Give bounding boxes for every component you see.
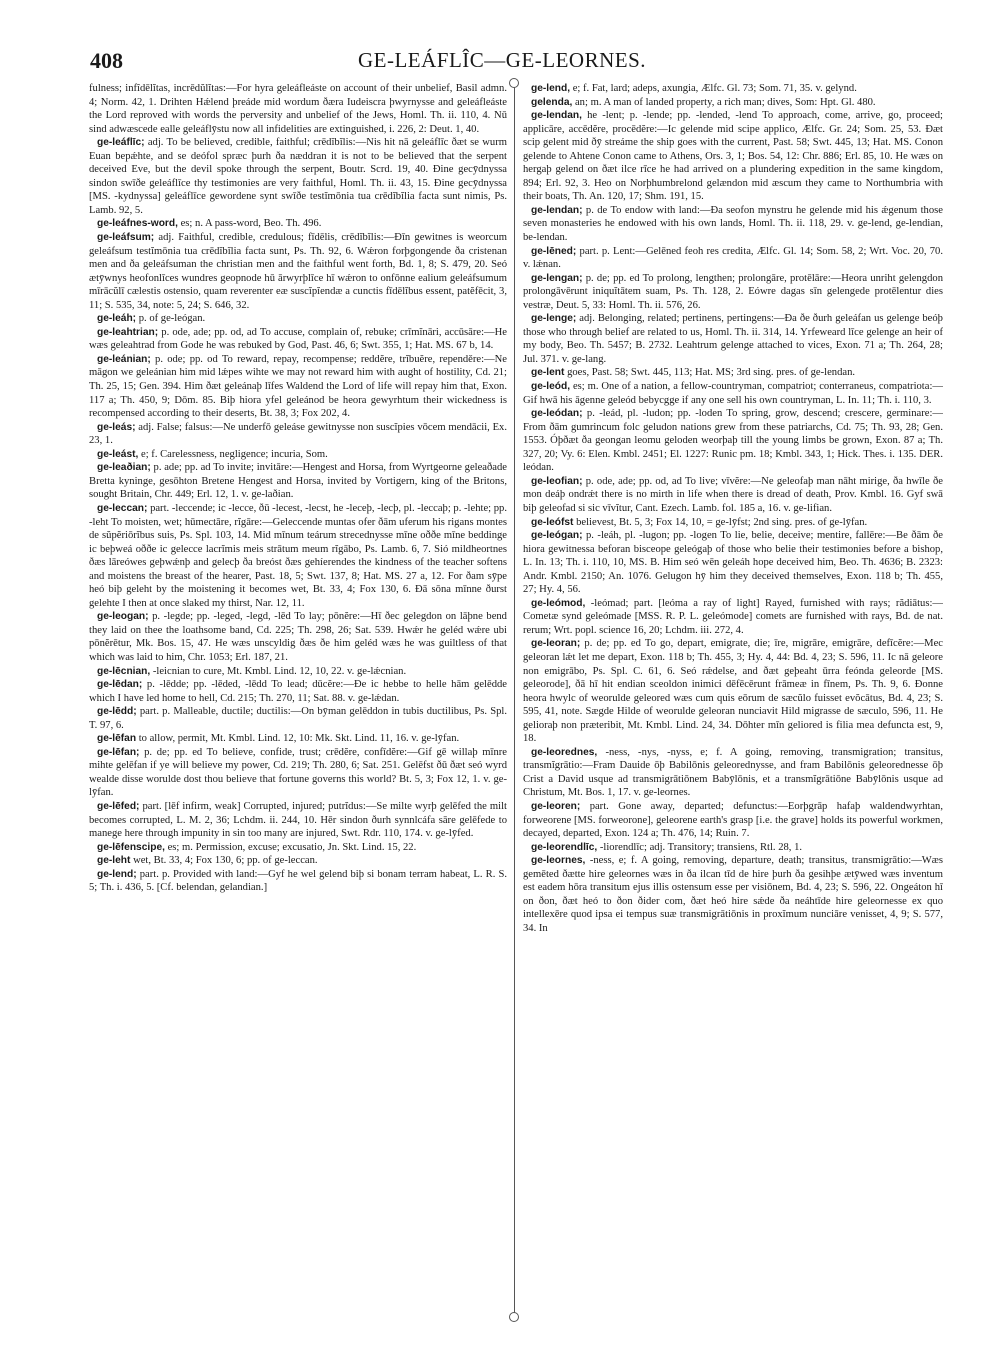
dictionary-entry [523,854,943,935]
entry-headword: ge-leht [97,855,131,867]
entry-text: p. ode; pp. od To reward, repay, recompense; reddĕre, trĭbuĕre, rependěre:—Ne māgon we geleánian him mid lǽpes wihte we may not reward him with aught of hostility, Cd. 21; Th. 25, 15; Gen. 394. Him ðæt geleánaþ līfes Waldend the Lord of life will repay him that, Exon. 117 a; Th. 450, 9; Dōm. 85. Biþ hiora yfel geleánod be heora gewyrhtum their wickedness is recompensed according to their deserts, Bt. 38, 3; Fox 202, 4. [89,353,507,420]
entry-text: -ness, -nys, -nyss, e; f. A going, removing, transmigration; transitus, transmĭgrātio:—Fram Dauide ōþ Babilōnis geleorednysse, and fram Babilōnis geleorednesse ōþ Crist a David usque ad transmigrātiōnem Babȳlōnis, et a transmĭgrātiōne Babȳlōnis usque ad Christum, Mt. Bos. 1, 17. v. ge-leornes. [523,746,943,799]
page-header [90,38,914,78]
entry-headword: ge-leaðian; [97,462,151,474]
dictionary-entry [523,312,943,366]
divider-ornament-top [509,78,519,88]
entry-headword: ge-leofian; [531,475,583,487]
entry-text: part. [lēf infirm, weak] Corrupted, injured; putrĭdus:—Se milte wyrþ gelēfed the milt becomes corrupted, L. M. 2, 36; Lchdm. ii. 244, 10. Hēr sindon ðurh synnlcáfa sāre gelēfede to manege here through impunity in sin too many are injured, Swt. Rdr. 110, 174. v. ge-lȳfed. [89,800,507,840]
dictionary-entry [89,732,507,746]
entry-text: p. de; pp. ed To believe, confide, trust; crēdĕre, confīdĕre:—Gif gē willaþ mīnre mihte gelēfan if ye will believe my power, Cd. 219; Th. 280, 6; Sat. 251. Gelēfst ðū ðæt seó wyrd wealde disse worulde dost thou believe that fortune governs this world? Bt. 5, 3; Fox 12, 1. v. ge-lȳfan. [89,746,507,799]
entry-headword: ge-leorednes, [531,746,598,758]
entry-headword: ge-leódan; [531,408,583,420]
dictionary-entry [89,353,507,421]
dictionary-entry [89,82,507,136]
dictionary-entry [89,502,507,610]
entry-headword: ge-lend; [97,868,137,880]
entry-headword: ge-leornes, [531,855,586,867]
dictionary-entry [523,746,943,800]
dictionary-entry [523,96,943,110]
entry-text: part. Gone away, departed; defunctus:—Eorþgrāp hafaþ waldendwyrhtan, forweorene [MS. forweorone], geleorene earth's grasp [i.e. the grave] holds its powerful workmen, decayed, departed, Exon. 124 a; Th. 476, 14; Ruin. 7. [523,800,943,840]
entry-text: an; m. A man of landed property, a rich man; dives, Som: Hpt. Gl. 480. [574,96,876,108]
right-column [523,82,943,1344]
entry-text: es; m. One of a nation, a fellow-countryman, compatriot; conterraneus, compatriota:—Gif hwā his āgenne geleód bebycgge if any one sell his own countryman, L. In. 11; Th. i. 110, 3. [523,381,943,406]
entry-headword: ge-lent [531,367,565,379]
column-divider [514,84,515,1314]
entry-text: p. of ge-leógan. [138,313,206,325]
dictionary-entry [89,868,507,895]
entry-headword: ge-lēfenscipe, [97,841,165,853]
dictionary-entry [523,82,943,96]
entry-headword: ge-leást, [97,448,139,460]
dictionary-entry [523,366,943,380]
dictionary-entry [89,312,507,326]
entry-text: part. p. Provided with land:—Gyf he wel gelend biþ si bonam terram habeat, L. R. S. 5; Th. i. 436, 5. [Cf. belendan, gelandian.] [89,868,507,894]
dictionary-entry [523,841,943,855]
entry-text: p. -legde; pp. -leged, -legd, -lēd To lay; pōnĕre:—Hī ðec gelegdon on lāþne bend they laid on thee the loathsome band, Cd. 225; Th. 298, 26; Sat. 539. Hwǽr he geléd wǽre ubi pōnĕrētur, Mk. Bos. 15, 47. He wæs unscyldig ðæs ðe him geléd wæs he was guiltless of that which was laid to him, Chr. 1053; Erl. 187, 21. [89,611,507,663]
running-head: GE-LEÁFLÎC—GE-LEORNES. [357,48,647,72]
entry-headword: ge-leahtrian; [97,326,159,338]
dictionary-entry [89,448,507,462]
dictionary-entry [89,326,507,353]
entry-text: goes, Past. 58; Swt. 445, 113; Hat. MS; 3rd sing. pres. of ge-lendan. [567,367,856,379]
entry-headword: ge-leáfsum; [97,232,155,244]
dictionary-entry [523,109,943,204]
entry-headword: ge-lēfed; [97,800,140,812]
dictionary-entry [523,637,943,745]
entry-headword: ge-leáh; [97,313,137,325]
entry-text: p. de To endow with land:—Ða seofon mynstru he gelende mid his ǽgenum those seven monasteries he endowed with his own lands, Homl. Th. ii. 118, 29. v. ge-lend, ge-lendian, be-lendan. [523,204,943,244]
entry-headword: ge-lēned; [531,245,577,257]
dictionary-entry [89,231,507,312]
entry-text: -liorendlīc; adj. Transitory; transiens, Rtl. 28, 1. [599,841,803,853]
entry-headword: ge-lēfan [97,733,137,745]
entry-text: es; n. A pass-word, Beo. Th. 496. [180,218,322,230]
dictionary-entry [89,421,507,448]
dictionary-entry [89,136,507,217]
entry-headword: ge-leoran; [531,638,581,650]
page-number: 408 [90,48,123,73]
entry-headword: ge-leófst [531,516,574,528]
entry-headword: ge-leccan; [97,502,148,514]
dictionary-entry [523,529,943,597]
entry-text: p. -leád, pl. -ludon; pp. -loden To spring, grow, descend; crescere, germinare:—From ðām gumrincum folc geludon nations grew from these patriarchs, Cd. 75; Th. 93, 28; Gen. 1553. Óþðæt ða geongan leomu geloden weorþaþ till the young limbs be grown, Exon. 87 a; Th. 327, 20; Vy. 6: Elen. Kmbl. 2451; El. 1227: Runic pm. 18; Kmbl. 343, 1; Hick. Thes. i. 135. DER. leódan. [523,408,943,474]
dictionary-entry [89,665,507,679]
entry-headword: ge-leáflīc; [97,137,145,149]
entry-text: p. -lēdde; pp. -lēded, -lēdd To lead; dūcĕre:—Ðe ic hebbe to helle hām gelēdde which I have led home to hell, Cd. 215; Th. 270, 11; Sat. 88. v. ge-lǽdan. [89,679,507,704]
dictionary-entry [89,746,507,800]
entry-headword: ge-leorendlīc, [531,841,598,853]
dictionary-entry [523,800,943,841]
entry-headword: ge-lēdan; [97,679,143,691]
entry-text: part. p. Malleable, ductile; ductilis:—On bȳman gelēddon in tubis ductilibus, Ps. Spl. T. 97, 6. [89,706,507,731]
entry-text: -leómad; part. [leóma a ray of light] Rayed, furnished with rays; rădiātus:—Cometæ synd geleómade [MSS. R. P. L. geleómode] comets are furnished with rays, Bd. de nat. rerum; Wrt. popl. science 16, 20; Lchdm. iii. 272, 4. [523,597,943,636]
dictionary-entry [89,217,507,231]
entry-headword: ge-lend, [531,83,571,94]
dictionary-entry [89,610,507,664]
entry-text: p. de; pp. ed To go, depart, emigrate, die; īre, migrāre, emigrāre, defīcĕre:—Mec geleoran lǽt let me depart, Exon. 118 b; Th. 455, 3; Hy. 4, 44: Bd. 4, 23; S. 596, 11. Ic nā geleore non emigrābo, Ps. Spl. C. 61, 6. Seó rǽdelse, and ðæt geþeaht ūrra feónda geleorde [MS. geleorode], ðā hī hit endian sceoldon inimici dēfēcērunt frāmeæ in fīnem, Ps. Th. 9, 6. Ðonne heora hwylc of weorulde geleored wæs cum quis eōrum de sæcŭlo fuisset evŏcātus, Bd. 4, 23; S. 595, 41, note. Sægde Hilde of weorulde geleoran nunciavit Hild migrasse de sæculo, 596, 11. He geliorаþ non præteribit, Mt. Kmbl. Lind. 24, 34. Dōhter mīn geliored is filia mea defuncta est, 9, 18. [523,638,943,745]
entry-text: e; f. Carelessness, negligence; incuria, Som. [141,448,328,460]
entry-text: es; m. Permission, excuse; excusatio, Jn. Skt. Lind. 15, 22. [167,841,417,853]
entry-headword: ge-lendan, [531,110,582,122]
entry-text: -ness, e; f. A going, removing, departure, death; transitus, transmigrātio:—Wæs gemēted ðætte hire geleornes wæs in ða ilcan tīd de hire þurh ða gesihþe ætȳwed wæs inventum est eadem hōra transitum ejus illis ostensum esse per visiōnem, Bd. 4, 23; S. 596, 22. Ongeáton hī on ðon, ðæt heó to ðon ðider com, ðæt heó hire sǽde ða neáhtīde hire geleornesse ex quo intellexēre quod ipsa ei tempus suæ transmigrātiōnis in proxĭmum nunciāre venisset, 4, 9; S. 577, 34. In [523,855,943,934]
dictionary-entry [89,705,507,732]
entry-headword: gelenda, [531,96,573,108]
entry-headword: ge-leás; [97,421,136,433]
entry-text: part. p. Lent:—Gelēned feoh res credita, Ælfc. Gl. 14; Som. 58, 2; Wrt. Voc. 20, 70. v. lǽnan. [523,245,943,271]
entry-text: fulness; infîdēlĭtas, incrēdŭlĭtas:—For hyra geleáfleáste on account of their unbelief, Basil admn. 4; Norm. 42, 1. Drihten Hǽlend þreáde mid wordum ðæra Iudeiscra þwyrnysse and geleáfleáste the Lord reproved with words the perversity and unbelief of the Jews, Homl. Th. ii. 110, 4. Nū sind adwæscede ealle geleáflȳstu now all infidelities are extinguished, i. 226, 2: Deut. 1, 40. [89,83,507,135]
entry-text: -leicnian to cure, Mt. Kmbl. Lind. 12, 10, 22. v. ge-lǽcnian. [152,665,407,677]
dictionary-entry [89,854,507,868]
entry-text: wet, Bt. 33, 4; Fox 130, 6; pp. of ge-leccan. [133,855,318,867]
entry-text: adj. False; falsus:—Ne underfō geleáse gewitnysse non suscĭpies vōcem mendācii, Ex. 23, 1. [89,421,507,447]
entry-headword: ge-lēcnian, [97,665,151,677]
dictionary-entry [89,678,507,705]
entry-text: adj. Belonging, related; pertinens, pertingens:—Ða ðe ðurh geleáfan us gelenge beóþ those who through belief are related to us, Homl. Th. ii. 314, 14. Yrfeweard līce gelenge an heir of my body, Beo. Th. 5457; B. 2732. Leahtrum gelenge attached to vices, Exon. 71 a; Th. 264, 28; Jul. 371. v. ge-lang. [523,313,943,365]
entry-headword: ge-leómod, [531,597,586,609]
entry-text: he -lent; p. -lende; pp. -lended, -lend To approach, come, arrive, go, proceed; applicāre, accēdĕre, procēdĕre:—Ic gelende mid scipe applico, Ælfc. Gr. 24; Som. 25, 53. Ðæt scip gelent mid ðȳ streáme the ship goes with the current, Past. 58; Swt. 445, 13; Hat. MS. Conon gelende to Ahtene Conon came to Athens, Ors. 3, 1; Bos. 54, 12: Chr. 886; Erl. 85, 10. He wæs on hergaþ gelend on ðæt ilce rīce he had arrived on a plundering expedition in the same kingdom, 894; Erl. 92, 3. Heo on Norþhumbrelond gelændon mid æscum they came to Northumbria with their boats, Th. An. 120, 17; Shm. 191, 15. [523,110,943,203]
entry-headword: ge-leánian; [97,353,151,365]
entry-headword: ge-lenge; [531,313,577,325]
entry-text: believest, Bt. 5, 3; Fox 14, 10, = ge-lȳfst; 2nd sing. pres. of ge-lȳfan. [576,516,868,528]
dictionary-entry [523,516,943,530]
entry-headword: ge-lēfan; [97,746,140,758]
left-column [89,82,507,1344]
entry-headword: ge-lēdd; [97,706,137,718]
dictionary-entry [89,461,507,502]
dictionary-entry [523,204,943,245]
entry-text: to allow, permit, Mt. Kmbl. Lind. 12, 10: Mk. Skt. Lind. 11, 16. v. ge-lȳfan. [138,733,460,745]
dictionary-entry [523,380,943,407]
dictionary-entry [523,245,943,272]
entry-headword: ge-lengan; [531,272,583,284]
entry-text: p. ode, ade; pp. od, ad To live; vīvĕre:—Ne geleofaþ man nāht mirige, ða hwīle ðe mon deáþ ondrǽt there is no mirth in life when there is dread of death, Prov. Kmbl. 16. Gyf swā biþ geleofad si sic vīvĭtur, Cant. Ezech. Lamb. fol. 185 a, 16. v. ge-lifian. [523,475,943,514]
dictionary-entry [89,841,507,855]
dictionary-entry [89,800,507,841]
entry-headword: ge-leód, [531,381,571,393]
entry-headword: ge-leogan; [97,611,149,623]
divider-ornament-bottom [509,1312,519,1322]
dictionary-entry [523,272,943,313]
entry-text: p. de; pp. ed To prolong, lengthen; prolongāre, protēlāre:—Heora unriht gelengdon prolongāvērunt iniquĭtātem suam, Ps. Th. 128, 2. Eówre dagas sīn gelengede protēlentur dies vestræ, Deut. 5, 33: Homl. Th. ii. 576, 26. [523,272,943,311]
entry-text: p. ade; pp. ad To invite; invitāre:—Hengest and Horsa, from Wyrtgeorne geleaðade Bretta kyninge, gesōhton Bretene Hengest and Horsa, invited by Vortigern, king of the Britons, sought Britain, Chr. 449; Erl. 12, 1. v. ge-laðian. [89,462,507,501]
entry-text: adj. Faithful, credible, credulous; fīdēlis, crēdĭbĭlis:—Ðīn gewitnes is weorcum geleáfsum testĭmōnia tua crēdĭbĭlia facta sunt, Ps. Th. 92, 6. Wǽron forþgongende ða cristenan men and ða geleáfsuman the christian men and the faithful went forth, Bd. 1, 8; S. 479, 20. Seó ætȳwnys heofonlīces wundres geopnode hū ārwyrþlīce hī wǽron to onfōnne ealium geleáfsumum mīrācŭlī cælestis ostensio, quam reverenter eæ suscĭpĭendæ a cunctis fīdēlĭbus essent, patĕfēcit, 3, 11; S. 535, 34, note: 5, 24; S. 646, 32. [89,232,507,311]
dictionary-entry [523,407,943,475]
entry-text: adj. To be believed, credible, faithful; crēdĭbĭlis:—Nis hit nā geleáflīc ðæt se wurm Euan bepǽhte, and se deófol spræc þurh ða næddran it is not to be believed that the serpent deceived Eve, but the devil spoke through the serpent, Boutr. Scrd. 19, 40. Ðine gecȳdnyssa sindon swīðe geleáflīce thy testimonies are very faithful, Homl. Th. ii. 43, 15. Ðine gecȳdnyssa [MS. -kydnyssa] geleáflīce gewordene synt swīðe testĭmōnia tua crēdĭbĭlia facta sunt nimis, Ps. Lamb. 92, 5. [89,137,507,216]
dictionary-entry [523,475,943,516]
entry-text: p. ode, ade; pp. od, ad To accuse, complain of, rebuke; crīmĭnāri, accūsāre:—He wæs geleahtrad from Gode he was rebuked by God, Past. 46, 6; Swt. 355, 1; Hat. MS. 67 b, 14. [89,326,507,352]
entry-text: part. -leccende; ic -lecce, ðū -lecest, -lecst, he -leceþ, -lecþ, pl. -leccaþ; p. -lehte; pp. -leht To moisten, wet; hūmectāre, rĭgāre:—Geleccende muntas ofer ðām uferum his rigans montes de sŭpĕriōrĭbus suis, Ps. Spl. 103, 14. Mid mīnum teárum strecednysse mīne oððe mīne beddinge ic beþweá oððe ic gelecce lacrĭmis meis strātum meum rĭgābo, Ps. Lamb. 6, 7. Sió mildheortnes ðæs lāreówes geþwǽnþ and gelecþ ða breóst ðæs gehíerendes the kindness of the teacher softens and moistens the breast of the hearer, Past. 18, 5; Swt. 137, 8; Hat. MS. 27 a, 12. For ðam sȳpe heó biþ geleht by the moistening it becomes wet, Bt. 33, 4; Fox 130, 6. Ðā sōna mīnne ðurst gelehte I then at once slaked my thirst, Nar. 12, 11. [89,502,507,609]
entry-headword: ge-lendan; [531,204,583,216]
entry-headword: ge-leoren; [531,800,581,812]
entry-text: p. -leáh, pl. -lugon; pp. -logen To lie, belie, deceive; mentire, fallēre:—Be ðām ðe hiora gewitnessa beforan bisceope geleógaþ of those who belie their testimonies before a bishop, L. In. 13; Th. i. 110, 10, MS. B. Him seó wēn geleáh hope deceived him, Beo. Th. 4636; B. 2323: Andr. Kmbl. 2150; An. 1076. Gelugon hȳ him they deceived themselves, Exon. 118 b; Th. 455, 27; Hy. 4, 56. [523,530,943,596]
entry-headword: ge-leógan; [531,530,583,542]
entry-text: e; f. Fat, lard; adeps, axungia, Ælfc. Gl. 73; Som. 71, 35. v. gelynd. [572,83,857,94]
entry-headword: ge-leáfnes-word, [97,218,178,230]
dictionary-entry [523,597,943,638]
